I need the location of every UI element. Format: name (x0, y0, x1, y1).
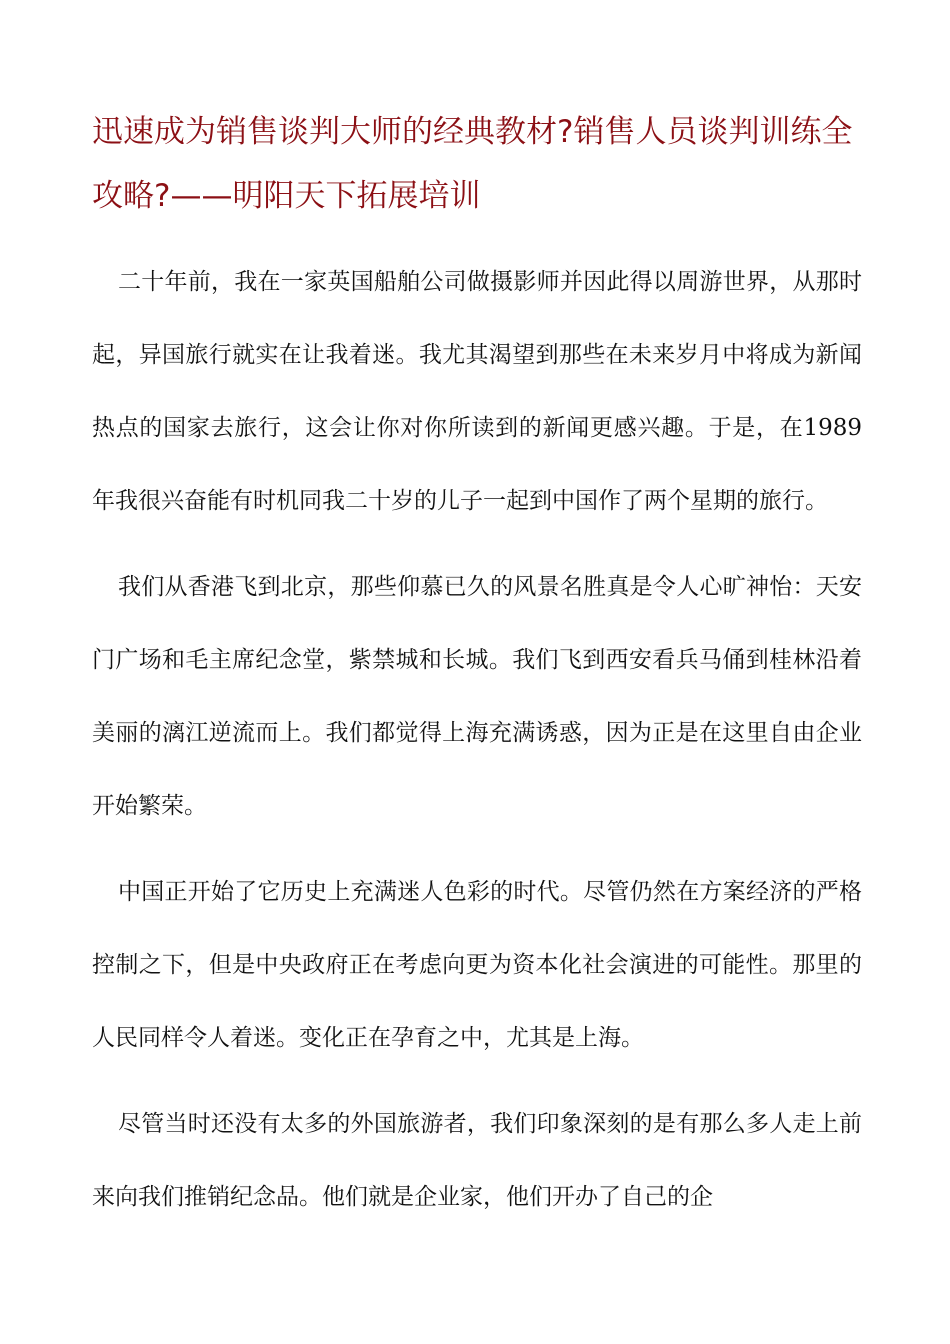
paragraph-3: 中国正开始了它历史上充满迷人色彩的时代。尽管仍然在方案经济的严格控制之下，但是中央政府正在考虑向更为资本化社会演进的可能性。那里的人民同样令人着迷。变化正在孕育之中，尤其是上海。 (92, 879, 862, 1051)
paragraph-1: 二十年前，我在一家英国船舶公司做摄影师并因此得以周游世界，从那时起，异国旅行就实在让我着迷。我尤其渴望到那些在未来岁月中将成为新闻热点的国家去旅行，这会让你对你所读到的新闻更感兴趣。于是，在1989年我很兴奋能有时机同我二十岁的儿子一起到中国作了两个星期的旅行。 (92, 269, 862, 514)
document-title: 迅速成为销售谈判大师的经典教材?销售人员谈判训练全攻略?——明阳天下拓展培训 (92, 114, 853, 214)
paragraph-2: 我们从香港飞到北京，那些仰慕已久的风景名胜真是令人心旷神怡：天安门广场和毛主席纪念堂，紫禁城和长城。我们飞到西安看兵马俑到桂林沿着美丽的漓江逆流而上。我们都觉得上海充满诱惑，因为正是在这里自由企业开始繁荣。 (92, 574, 862, 819)
document-body (92, 246, 862, 1247)
paragraph-4: 尽管当时还没有太多的外国旅游者，我们印象深刻的是有那么多人走上前来向我们推销纪念品。他们就是企业家，他们开办了自己的企 (92, 1111, 862, 1210)
